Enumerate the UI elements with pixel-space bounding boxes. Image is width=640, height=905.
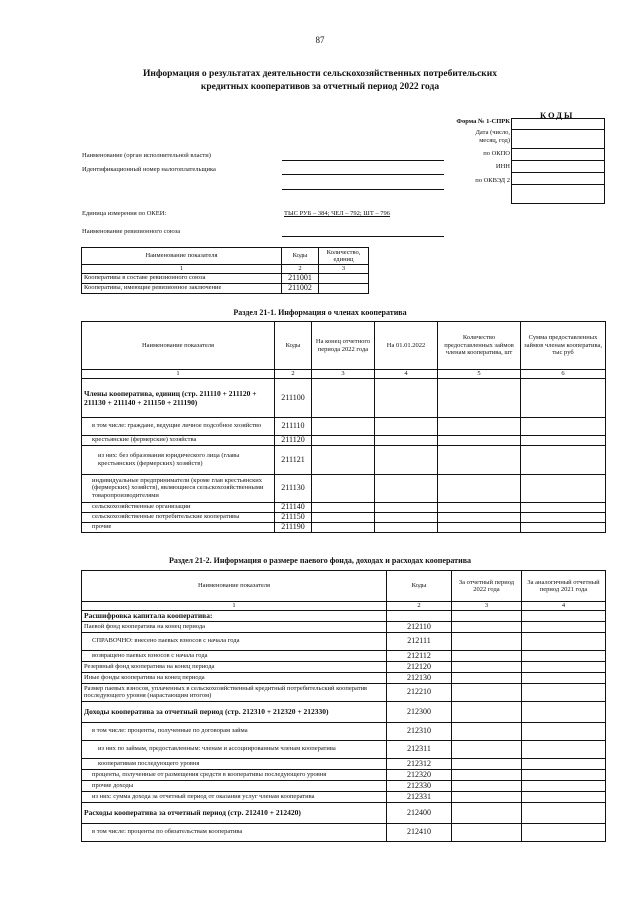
- value-cell[interactable]: [452, 701, 522, 722]
- unit-value: ТЫС РУБ – 384; ЧЕЛ – 792; ШТ – 796: [284, 210, 391, 217]
- col-header: Наименование показателя: [82, 248, 282, 265]
- col-header: Коды: [282, 248, 319, 265]
- capital-table: [81, 570, 606, 842]
- row-name: кооперативам последующего уровня: [82, 758, 387, 769]
- code-cell[interactable]: [512, 185, 605, 204]
- value-cell[interactable]: [438, 445, 521, 474]
- row-name: из них по займам, предоставленным: членам и ассоциированным членам кооператива: [82, 740, 387, 758]
- row-code: 211130: [275, 474, 312, 502]
- col-header: Сумма предоставленных займов членам кооператива, тыс руб: [521, 322, 606, 370]
- col-header: За отчетный период 2022 года: [452, 571, 522, 602]
- value-cell[interactable]: [522, 683, 606, 701]
- code-cell[interactable]: [512, 149, 605, 161]
- col-num: 4: [522, 602, 606, 611]
- row-code: 212410: [387, 823, 452, 841]
- row-name: Резервный фонд кооператива на конец периода: [82, 661, 387, 672]
- value-cell[interactable]: [312, 474, 375, 502]
- value-cell[interactable]: [438, 502, 521, 512]
- col-num: 1: [82, 265, 282, 274]
- value-cell[interactable]: [522, 780, 606, 791]
- value-cell[interactable]: [522, 802, 606, 823]
- okved-label: по ОКВЭД 2: [475, 177, 510, 184]
- value-cell[interactable]: [522, 650, 606, 661]
- row-name: индивидуальные предприниматели (кроме глав крестьянских (фермерских) хозяйств), являющиеся сельскохозяйственными товаропроизводителями: [82, 474, 275, 502]
- inn-label: ИНН: [495, 163, 510, 170]
- value-cell[interactable]: [521, 502, 606, 512]
- col-header: Количество предоставленных займов членам кооператива, шт: [438, 322, 521, 370]
- value-cell[interactable]: [312, 502, 375, 512]
- value-cell[interactable]: [452, 632, 522, 650]
- union-line[interactable]: [282, 236, 444, 237]
- row-name: в том числе: проценты по обязательствам кооператива: [82, 823, 387, 841]
- value-cell[interactable]: [522, 769, 606, 780]
- col-num: 4: [375, 370, 438, 379]
- row-code: 211001: [282, 273, 319, 283]
- col-header: Коды: [387, 571, 452, 602]
- value-cell[interactable]: [522, 672, 606, 683]
- value-cell[interactable]: [312, 445, 375, 474]
- inn-line[interactable]: [282, 174, 444, 175]
- section-heading: Расшифровка капитала кооператива:: [82, 610, 387, 621]
- row-code: 212400: [387, 802, 452, 823]
- row-name: Расходы кооператива за отчетный период (стр. 212410 + 212420): [82, 802, 387, 823]
- col-num: 5: [438, 370, 521, 379]
- col-header: На 01.01.2022: [375, 322, 438, 370]
- col-header: На конец отчетного периода 2022 года: [312, 322, 375, 370]
- value-cell[interactable]: [522, 701, 606, 722]
- row-name: прочие доходы: [82, 780, 387, 791]
- row-name: Доходы кооператива за отчетный период (стр. 212310 + 212320 + 212330): [82, 701, 387, 722]
- col-header: Наименование показателя: [82, 571, 387, 602]
- value-cell[interactable]: [375, 522, 438, 532]
- row-name: Кооперативы, имеющие ревизионное заключение: [82, 283, 282, 293]
- code-cell[interactable]: [512, 119, 605, 130]
- col-num: 1: [82, 602, 387, 611]
- row-code: 212320: [387, 769, 452, 780]
- value-cell[interactable]: [375, 417, 438, 435]
- row-code: 211120: [275, 435, 312, 445]
- row-code: 212120: [387, 661, 452, 672]
- value-cell[interactable]: [375, 512, 438, 522]
- row-name: в том числе: проценты, полученные по договорам займа: [82, 722, 387, 740]
- value-cell[interactable]: [521, 445, 606, 474]
- code-cell[interactable]: [512, 130, 605, 149]
- value-cell[interactable]: [375, 474, 438, 502]
- col-num: 6: [521, 370, 606, 379]
- row-code: 211002: [282, 283, 319, 293]
- codes-box: [511, 118, 605, 204]
- col-num: 2: [282, 265, 319, 274]
- col-num: 3: [452, 602, 522, 611]
- value-cell[interactable]: [312, 378, 375, 417]
- value-cell[interactable]: [522, 632, 606, 650]
- value-cell[interactable]: [521, 417, 606, 435]
- row-code: 211100: [275, 378, 312, 417]
- value-cell[interactable]: [452, 791, 522, 802]
- code-cell[interactable]: [512, 161, 605, 173]
- row-name: Члены кооператива, единиц (стр. 211110 + 211120 + 211130 + 211140 + 211150 + 211190): [82, 378, 275, 417]
- row-name: из них: без образования юридического лица (главы крестьянских (фермерских) хозяйств): [82, 445, 275, 474]
- value-cell[interactable]: [522, 621, 606, 632]
- value-cell[interactable]: [522, 758, 606, 769]
- col-num: 3: [312, 370, 375, 379]
- row-code: 212300: [387, 701, 452, 722]
- row-name: сельскохозяйственные потребительские кооперативы: [82, 512, 275, 522]
- value-cell[interactable]: [522, 661, 606, 672]
- row-name: Размер паевых взносов, уплаченных в сельскохозяйственный кредитный потребительский кооператив последующего уровня (нарастающим итогом): [82, 683, 387, 701]
- union-label: Наименование ревизионного союза: [82, 228, 181, 235]
- col-header: За аналогичный отчетный период 2021 года: [522, 571, 606, 602]
- section2-title: Раздел 21-2. Информация о размере паевого фонда, доходах и расходах кооператива: [168, 556, 472, 565]
- row-code: 212130: [387, 672, 452, 683]
- row-name: возвращено паевых взносов с начала года: [82, 650, 387, 661]
- col-num: 2: [387, 602, 452, 611]
- row-code: 211121: [275, 445, 312, 474]
- value-cell[interactable]: [521, 474, 606, 502]
- row-name: сельскохозяйственные организации: [82, 502, 275, 512]
- row-code: 212311: [387, 740, 452, 758]
- col-header: Коды: [275, 322, 312, 370]
- row-code: 212112: [387, 650, 452, 661]
- value-cell[interactable]: [452, 769, 522, 780]
- value-cell[interactable]: [375, 378, 438, 417]
- form-label: Форма № 1-СПРК: [456, 118, 510, 125]
- row-name: Кооперативы в составе ревизионного союза: [82, 273, 282, 283]
- row-code: 211140: [275, 502, 312, 512]
- value-cell[interactable]: [452, 650, 522, 661]
- value-cell[interactable]: [452, 661, 522, 672]
- value-cell[interactable]: [452, 780, 522, 791]
- row-code: 212210: [387, 683, 452, 701]
- org-name-label: Наименование (орган исполнительной власти): [82, 152, 211, 159]
- row-code: 211190: [275, 522, 312, 532]
- value-cell[interactable]: [452, 758, 522, 769]
- value-cell[interactable]: [438, 512, 521, 522]
- row-code: 211150: [275, 512, 312, 522]
- value-cell[interactable]: [312, 522, 375, 532]
- value-cell[interactable]: [438, 474, 521, 502]
- value-cell[interactable]: [312, 417, 375, 435]
- value-cell[interactable]: [522, 823, 606, 841]
- value-cell[interactable]: [452, 621, 522, 632]
- section1-title: Раздел 21-1. Информация о членах кооператива: [233, 308, 407, 317]
- inn-field-label: Идентификационный номер налогоплательщика: [82, 166, 216, 173]
- row-name: из них: сумма дохода за отчетный период от оказания услуг членам кооператива: [82, 791, 387, 802]
- date-label: Дата (число, месяц, год): [475, 129, 510, 144]
- value-cell[interactable]: [319, 283, 369, 293]
- union-table: [81, 247, 369, 294]
- col-header: Количество, единиц: [319, 248, 369, 265]
- col-num: 3: [319, 265, 369, 274]
- value-cell[interactable]: [521, 522, 606, 532]
- value-cell[interactable]: [452, 672, 522, 683]
- row-code: 212331: [387, 791, 452, 802]
- value-cell[interactable]: [521, 512, 606, 522]
- row-name: крестьянские (фермерские) хозяйства: [82, 435, 275, 445]
- row-code: 212330: [387, 780, 452, 791]
- row-name: в том числе: граждане, ведущие личное подсобное хозяйство: [82, 417, 275, 435]
- row-code: 211110: [275, 417, 312, 435]
- row-code: 212110: [387, 621, 452, 632]
- value-cell[interactable]: [452, 823, 522, 841]
- value-cell[interactable]: [438, 435, 521, 445]
- unit-label: Единица измерения по ОКЕИ:: [82, 210, 167, 217]
- org-name-line[interactable]: [282, 160, 444, 161]
- row-name: прочие: [82, 522, 275, 532]
- page-number: 87: [315, 35, 325, 45]
- code-cell[interactable]: [512, 173, 605, 185]
- value-cell[interactable]: [452, 722, 522, 740]
- value-cell[interactable]: [438, 522, 521, 532]
- value-cell[interactable]: [521, 378, 606, 417]
- value-cell[interactable]: [375, 435, 438, 445]
- value-cell[interactable]: [438, 417, 521, 435]
- row-name: Паевой фонд кооператива на конец периода: [82, 621, 387, 632]
- document-title: Информация о результатах деятельности сельскохозяйственных потребительских кредитных кооперативов за отчетный период 2022 года: [142, 69, 497, 92]
- value-cell[interactable]: [438, 378, 521, 417]
- extra-line: [282, 189, 444, 190]
- value-cell[interactable]: [452, 802, 522, 823]
- members-table: [81, 321, 606, 533]
- value-cell[interactable]: [312, 512, 375, 522]
- value-cell[interactable]: [522, 740, 606, 758]
- col-header: Наименование показателя: [82, 322, 275, 370]
- value-cell[interactable]: [522, 722, 606, 740]
- codes-header: КОДЫ: [540, 110, 575, 120]
- value-cell[interactable]: [319, 273, 369, 283]
- row-name: проценты, полученные от размещения средств в кооперативы последующего уровня: [82, 769, 387, 780]
- value-cell[interactable]: [375, 502, 438, 512]
- row-code: 212310: [387, 722, 452, 740]
- value-cell[interactable]: [521, 435, 606, 445]
- row-code: 212312: [387, 758, 452, 769]
- value-cell[interactable]: [375, 445, 438, 474]
- row-code: 212111: [387, 632, 452, 650]
- col-num: 1: [82, 370, 275, 379]
- okpo-label: по ОКПО: [483, 150, 510, 157]
- value-cell[interactable]: [452, 740, 522, 758]
- value-cell[interactable]: [312, 435, 375, 445]
- row-name: Иные фонды кооператива на конец периода: [82, 672, 387, 683]
- value-cell[interactable]: [452, 683, 522, 701]
- col-num: 2: [275, 370, 312, 379]
- row-name: СПРАВОЧНО: внесено паевых взносов с начала года: [82, 632, 387, 650]
- value-cell[interactable]: [522, 791, 606, 802]
